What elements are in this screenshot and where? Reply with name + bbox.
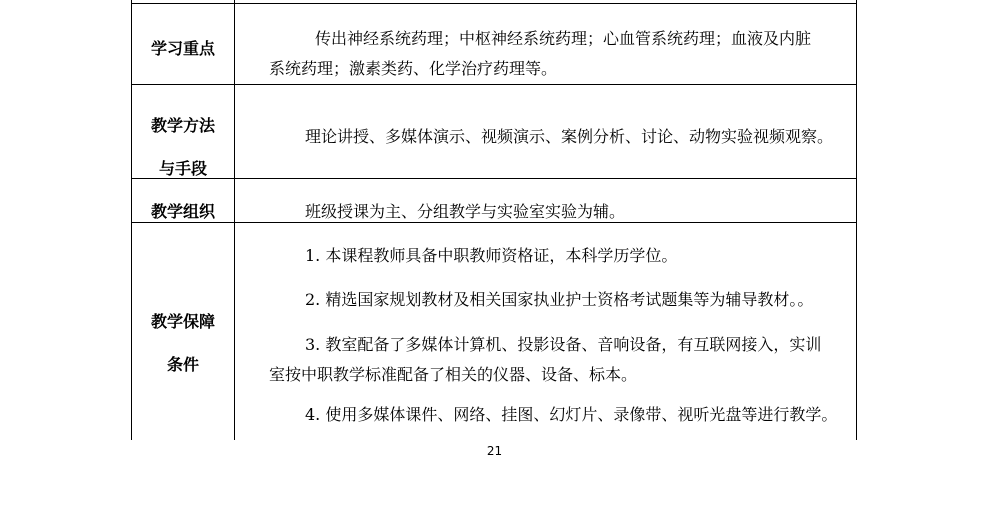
methods-label-line: 与手段 <box>158 159 207 178</box>
focus-text-line: 系统药理；激素类药、化学治疗药理等。 <box>269 59 558 78</box>
row-divider <box>131 84 857 85</box>
row-label-focus: 学习重点 <box>150 39 215 58</box>
row-content-organization: 班级授课为主、分组教学与实验室实验为辅。 <box>305 202 626 221</box>
conditions-label-line: 教学保障 <box>150 312 215 331</box>
conditions-item-3-line: 室按中职教学标准配备了相关的仪器、设备、标本。 <box>269 365 638 384</box>
row-divider <box>131 222 857 223</box>
focus-text-line: 传出神经系统药理；中枢神经系统药理；心血管系统药理；血液及内脏 <box>315 29 812 48</box>
conditions-item-2: 2. 精选国家规划教材及相关国家执业护士资格考试题集等为辅导教材。。 <box>305 290 814 309</box>
conditions-item-1: 1. 本课程教师具备中职教师资格证，本科学历学位。 <box>305 246 678 265</box>
conditions-item-3 <box>269 330 859 390</box>
methods-label-line: 教学方法 <box>150 116 215 135</box>
row-divider <box>131 3 857 4</box>
row-label-methods <box>132 104 234 190</box>
conditions-item-4: 4. 使用多媒体课件、网络、挂图、幻灯片、录像带、视听光盘等进行教学。 <box>305 405 838 424</box>
table-column-divider <box>234 0 235 440</box>
row-label-organization: 教学组织 <box>150 202 215 221</box>
conditions-item-3-line: 3. 教室配备了多媒体计算机、投影设备、音响设备，有互联网接入，实训 <box>305 335 822 354</box>
conditions-label-line: 条件 <box>166 355 199 374</box>
row-content-methods: 理论讲授、多媒体演示、视频演示、案例分析、讨论、动物实验视频观察。 <box>305 127 834 146</box>
curriculum-table <box>131 0 857 440</box>
row-divider <box>131 178 857 179</box>
row-content-focus <box>269 24 859 84</box>
page-number: 21 <box>486 444 503 458</box>
row-label-conditions <box>132 300 234 386</box>
